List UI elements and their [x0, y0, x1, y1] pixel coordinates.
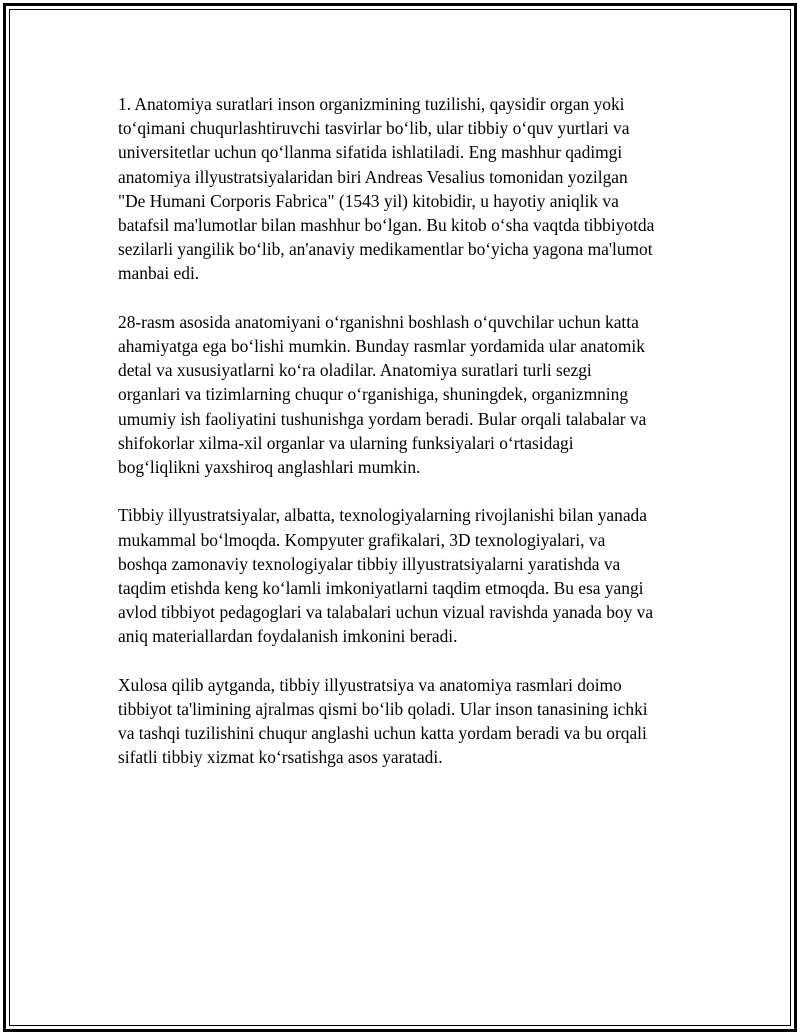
paragraph-1: 1. Anatomiya suratlari inson organizmining tuzilishi, qaysidir organ yoki to‘qimani chuqurlashtiruvchi tasvirlar bo‘lib, ular tibbiy o‘quv yurtlari va universitetlar uchun qo‘llanma sifatida ishlatiladi. Eng mashhur qadimgi anatomiya illyustratsiyalaridan biri Andreas Vesalius tomonidan yozilgan "De Humani Corporis Fabrica" (1543 yil) kitobidir, u hayotiy aniqlik va batafsil ma'lumotlar bilan mashhur bo‘lgan. Bu kitob o‘sha vaqtda tibbiyotda sezilarli yangilik bo‘lib, an'anaviy medikamentlar bo‘yicha yagona ma'lumot manbai edi. — [118, 94, 655, 284]
paragraph-2: 28-rasm asosida anatomiyani o‘rganishni boshlash o‘quvchilar uchun katta ahamiyatga ega bo‘lishi mumkin. Bunday rasmlar yordamida ular anatomik detal va xususiyatlarni ko‘ra oladilar. Anatomiya suratlari turli sezgi organlari va tizimlarning chuqur o‘rganishiga, shuningdek, organizmning umumiy ish faoliyatini tushunishga yordam beradi. Bular orqali talabalar va shifokorlar xilma-xil organlar va ularning funksiyalari o‘rtasidagi bog‘liqlikni yaxshiroq anglashlari mumkin. — [118, 311, 647, 478]
document-body — [118, 92, 708, 794]
paragraph-3: Tibbiy illyustratsiyalar, albatta, texnologiyalarning rivojlanishi bilan yanada mukammal bo‘lmoqda. Kompyuter grafikalari, 3D texnologiyalari, va boshqa zamonaviy texnologiyalar tibbiy illyustratsiyalarni yaratishda va taqdim etishda keng ko‘lamli imkoniyatlarni taqdim etmoqda. Bu esa yangi avlod tibbiyot pedagoglari va talabalari uchun vizual ravishda yanada boy va aniq materiallardan foydalanish imkonini beradi. — [118, 505, 654, 647]
paragraph-4: Xulosa qilib aytganda, tibbiy illyustratsiya va anatomiya rasmlari doimo tibbiyot ta'limining ajralmas qismi bo‘lib qoladi. Ular inson tanasining ichki va tashqi tuzilishini chuqur anglashi uchun katta yordam beradi va bu orqali sifatli tibbiy xizmat ko‘rsatishga asos yaratadi. — [118, 674, 648, 768]
